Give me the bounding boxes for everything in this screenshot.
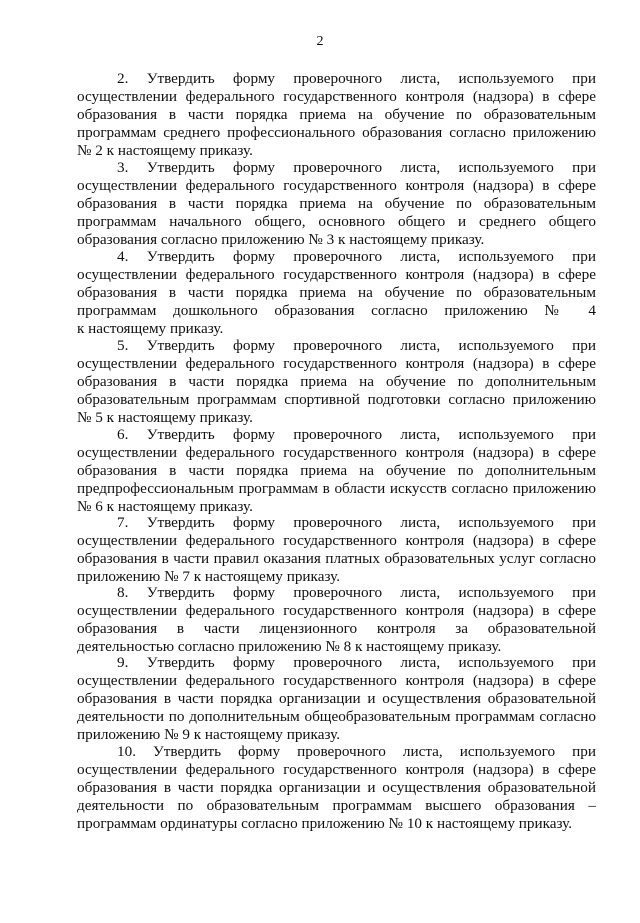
paragraph-line: осуществлении федерального государственного контроля (надзора) в сфере — [77, 761, 596, 778]
paragraph-line: 9. Утвердить форму проверочного листа, используемого при — [117, 654, 596, 671]
paragraph-line: приложению № 7 к настоящему приказу. — [77, 568, 340, 585]
paragraph-line: программам среднего профессионального образования согласно приложению — [77, 124, 596, 141]
paragraph-line: программам ординатуры согласно приложению № 10 к настоящему приказу. — [77, 815, 573, 832]
paragraph-line: деятельностью согласно приложению № 8 к настоящему приказу. — [77, 638, 502, 655]
paragraph-line: образования в части порядка организации и осуществления образовательной — [77, 779, 596, 796]
paragraph-line: № 5 к настоящему приказу. — [77, 409, 253, 426]
paragraph-line: № 6 к настоящему приказу. — [77, 498, 253, 515]
paragraph-line: образования в части порядка приема на обучение по дополнительным — [77, 462, 596, 479]
paragraph-line: осуществлении федерального государственного контроля (надзора) в сфере — [77, 672, 596, 689]
paragraph-line: образования в части порядка приема на обучение по образовательным — [77, 195, 596, 212]
paragraph-line: 6. Утвердить форму проверочного листа, используемого при — [117, 426, 596, 443]
paragraph-line: образования в части порядка приема на обучение по образовательным — [77, 106, 596, 123]
paragraph-line: осуществлении федерального государственного контроля (надзора) в сфере — [77, 444, 596, 461]
paragraph-line: осуществлении федерального государственного контроля (надзора) в сфере — [77, 602, 596, 619]
paragraph-line: 5. Утвердить форму проверочного листа, используемого при — [117, 337, 596, 354]
paragraph-line: приложению № 9 к настоящему приказу. — [77, 726, 340, 743]
paragraph-line: программам дошкольного образования согласно приложению № 4 — [77, 302, 596, 319]
paragraph-line: предпрофессиональным программам в области искусств согласно приложению — [77, 480, 596, 497]
paragraph-line: осуществлении федерального государственного контроля (надзора) в сфере — [77, 266, 596, 283]
paragraph-line: к настоящему приказу. — [77, 320, 224, 337]
page-number: 2 — [316, 34, 324, 49]
paragraph-line: 3. Утвердить форму проверочного листа, используемого при — [117, 159, 596, 176]
paragraph-line: 8. Утвердить форму проверочного листа, используемого при — [117, 584, 596, 601]
paragraph-line: 2. Утвердить форму проверочного листа, используемого при — [117, 70, 596, 87]
paragraph-line: осуществлении федерального государственного контроля (надзора) в сфере — [77, 177, 596, 194]
paragraph-line: осуществлении федерального государственного контроля (надзора) в сфере — [77, 532, 596, 549]
paragraph-line: 7. Утвердить форму проверочного листа, используемого при — [117, 514, 596, 531]
paragraph-line: образования согласно приложению № 3 к настоящему приказу. — [77, 231, 485, 248]
paragraph-line: образования в части порядка приема на обучение по образовательным — [77, 284, 596, 301]
paragraph-line: образования в части лицензионного контроля за образовательной — [77, 620, 596, 637]
paragraph-line: образования в части правил оказания платных образовательных услуг согласно — [77, 550, 596, 567]
paragraph-line: программам начального общего, основного общего и среднего общего — [77, 213, 596, 230]
paragraph-line: осуществлении федерального государственного контроля (надзора) в сфере — [77, 88, 596, 105]
paragraph-line: № 2 к настоящему приказу. — [77, 142, 253, 159]
paragraph-line: 4. Утвердить форму проверочного листа, используемого при — [117, 248, 596, 265]
paragraph-line: 10. Утвердить форму проверочного листа, используемого при — [117, 743, 596, 760]
paragraph-line: деятельности по образовательным программам высшего образования – — [77, 797, 596, 814]
paragraph-line: образования в части порядка организации и осуществления образовательной — [77, 690, 596, 707]
paragraph-line: образовательным программам спортивной подготовки согласно приложению — [77, 391, 596, 408]
paragraph-line: осуществлении федерального государственного контроля (надзора) в сфере — [77, 355, 596, 372]
paragraph-line: деятельности по дополнительным общеобразовательным программам согласно — [77, 708, 596, 725]
paragraph-line: образования в части порядка приема на обучение по дополнительным — [77, 373, 596, 390]
